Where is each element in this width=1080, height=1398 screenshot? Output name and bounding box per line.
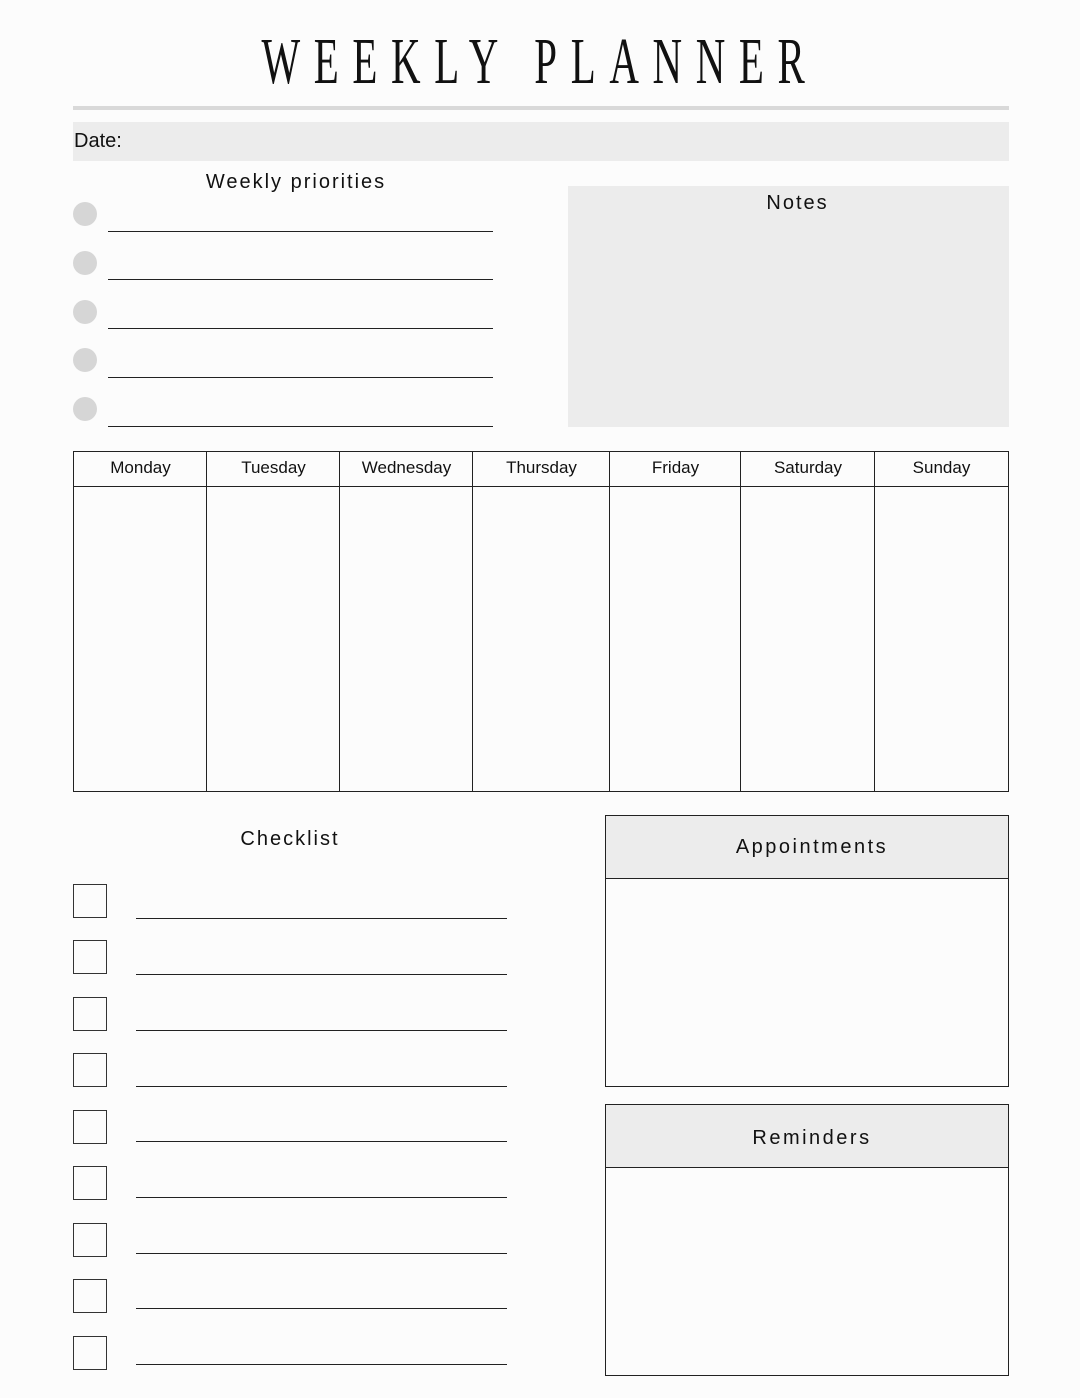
date-field[interactable] <box>73 122 1009 161</box>
notes-area[interactable] <box>568 186 1009 427</box>
day-cell-friday[interactable] <box>611 488 740 790</box>
priority-line[interactable] <box>108 426 493 427</box>
day-header-sunday: Sunday <box>912 458 971 477</box>
day-cell-tuesday[interactable] <box>208 488 339 790</box>
page-title: WEEKLY PLANNER <box>261 25 819 98</box>
day-cell-monday[interactable] <box>75 488 206 790</box>
checklist-checkbox[interactable] <box>73 1166 107 1200</box>
day-header-tuesday: Tuesday <box>241 458 306 477</box>
checklist-line[interactable] <box>136 1308 507 1309</box>
checklist-line[interactable] <box>136 1030 507 1031</box>
appointments-heading: Appointments <box>735 836 889 858</box>
day-cell-saturday[interactable] <box>742 488 874 790</box>
checklist-line[interactable] <box>136 1253 507 1254</box>
week-header-divider <box>73 486 1009 487</box>
priority-bullet-icon <box>73 397 97 421</box>
priority-line[interactable] <box>108 279 493 280</box>
checklist-checkbox[interactable] <box>73 1053 107 1087</box>
day-divider <box>874 451 875 792</box>
day-cell-wednesday[interactable] <box>341 488 472 790</box>
day-divider <box>206 451 207 792</box>
day-header-thursday: Thursday <box>506 458 577 477</box>
checklist-checkbox[interactable] <box>73 1279 107 1313</box>
checklist-line[interactable] <box>136 1141 507 1142</box>
priority-bullet-icon <box>73 348 97 372</box>
title-divider <box>73 106 1009 110</box>
reminders-heading: Reminders <box>752 1127 872 1149</box>
checklist-line[interactable] <box>136 1086 507 1087</box>
checklist-checkbox[interactable] <box>73 1223 107 1257</box>
day-divider <box>609 451 610 792</box>
day-header-wednesday: Wednesday <box>361 458 452 477</box>
priority-line[interactable] <box>108 231 493 232</box>
checklist-heading: Checklist <box>240 828 340 850</box>
checklist-line[interactable] <box>136 1197 507 1198</box>
day-header-friday: Friday <box>651 458 700 477</box>
day-cell-thursday[interactable] <box>474 488 609 790</box>
day-header-saturday: Saturday <box>773 458 843 477</box>
checklist-line[interactable] <box>136 1364 507 1365</box>
date-label: Date: <box>74 130 122 152</box>
notes-heading: Notes <box>766 192 829 214</box>
priority-bullet-icon <box>73 202 97 226</box>
day-cell-sunday[interactable] <box>876 488 1007 790</box>
priority-line[interactable] <box>108 377 493 378</box>
priority-bullet-icon <box>73 251 97 275</box>
weekly-priorities-heading: Weekly priorities <box>205 171 387 193</box>
priority-line[interactable] <box>108 328 493 329</box>
checklist-checkbox[interactable] <box>73 997 107 1031</box>
day-divider <box>339 451 340 792</box>
checklist-checkbox[interactable] <box>73 1336 107 1370</box>
checklist-checkbox[interactable] <box>73 940 107 974</box>
checklist-checkbox[interactable] <box>73 1110 107 1144</box>
day-divider <box>740 451 741 792</box>
priority-bullet-icon <box>73 300 97 324</box>
day-header-monday: Monday <box>110 458 171 477</box>
checklist-line[interactable] <box>136 974 507 975</box>
checklist-checkbox[interactable] <box>73 884 107 918</box>
checklist-line[interactable] <box>136 918 507 919</box>
day-divider <box>472 451 473 792</box>
